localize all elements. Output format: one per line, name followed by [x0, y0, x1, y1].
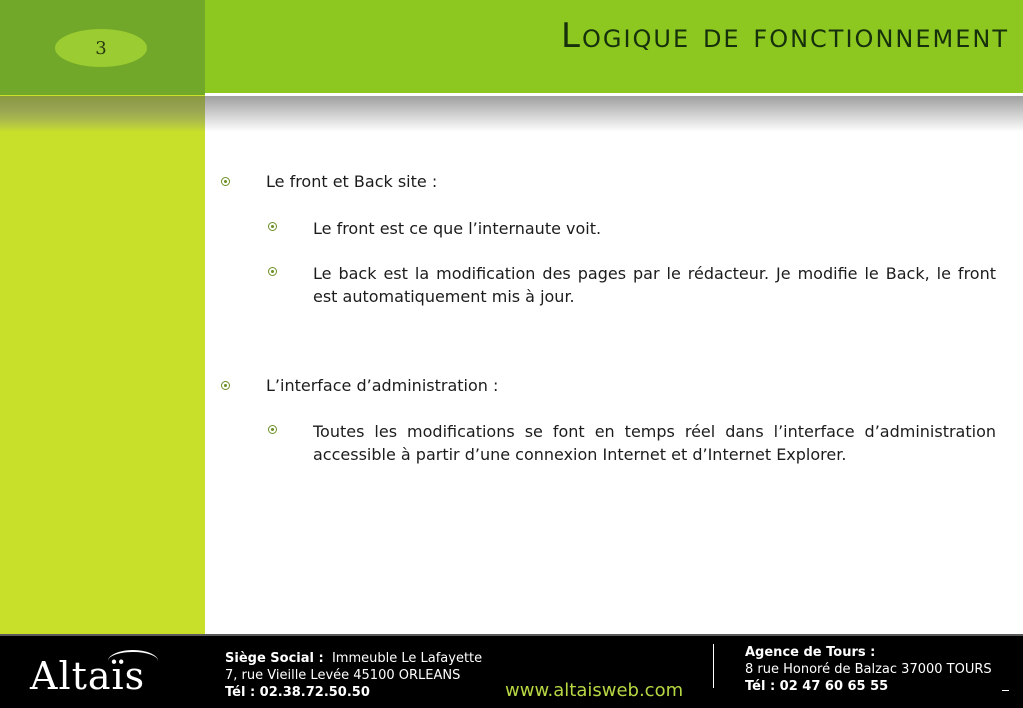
logo-swoosh-icon — [108, 650, 158, 672]
altais-logo: Altaïs — [30, 654, 146, 698]
bullet-icon — [268, 425, 277, 434]
siege-social-info — [225, 650, 482, 701]
list-item: Le back est la modification des pages par le rédacteur. Je modifie le Back, le front est automatiquement mis à jour. — [313, 264, 996, 306]
siege-phone: Tél : 02.38.72.50.50 — [225, 685, 370, 700]
section-2-label: L’interface d’administration : — [266, 376, 499, 395]
list-item: Toutes les modifications se font en temps réel dans l’interface d’administration accessible à partir d’une connexion Internet et d’Internet Explorer. — [313, 422, 996, 464]
footer-dash — [1002, 690, 1009, 691]
tours-phone: Tél : 02 47 60 65 55 — [745, 679, 889, 694]
siege-address: 7, rue Vieille Levée 45100 ORLEANS — [225, 668, 461, 683]
footer-divider — [713, 644, 714, 688]
footer — [0, 636, 1023, 708]
slide-content — [205, 132, 1023, 632]
section-1-label: Le front et Back site : — [266, 172, 438, 191]
list-item: Le front est ce que l’internaute voit. — [313, 219, 602, 238]
tours-address: 8 rue Honoré de Balzac 37000 TOURS — [745, 662, 992, 677]
bullet-icon — [221, 177, 230, 186]
siege-name: Immeuble Le Lafayette — [331, 651, 483, 666]
tours-label: Agence de Tours : — [745, 645, 876, 660]
left-panel-shadow — [0, 96, 205, 132]
tours-agency-info — [745, 644, 992, 695]
siege-label: Siège Social : — [225, 651, 324, 666]
website-link[interactable]: www.altaisweb.com — [505, 680, 684, 701]
slide-title: Logique de fonctionnement — [561, 16, 1009, 56]
page-number: 3 — [55, 29, 147, 67]
bullet-icon — [221, 381, 230, 390]
bullet-icon — [268, 267, 277, 276]
bullet-icon — [268, 222, 277, 231]
